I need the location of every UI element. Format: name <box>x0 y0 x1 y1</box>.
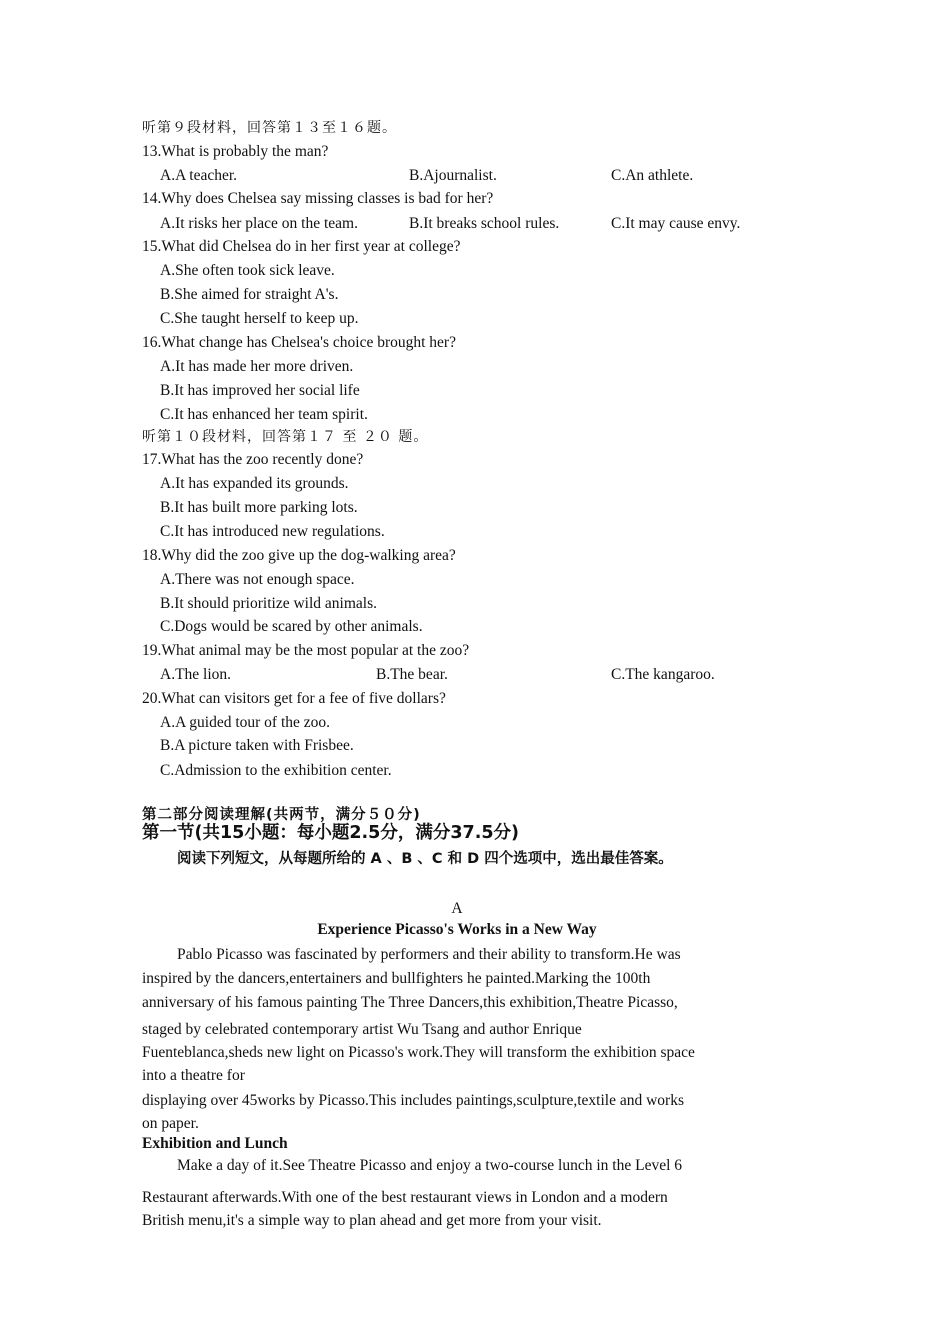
q15-option-c: C.She taught herself to keep up. <box>160 310 359 327</box>
q17-option-b: B.It has built more parking lots. <box>160 499 358 516</box>
paragraph-1-line: into a theatre for <box>142 1067 245 1084</box>
paragraph-2-line: Restaurant afterwards.With one of the best restaurant views in London and a modern <box>142 1189 668 1206</box>
q20-option-c: C.Admission to the exhibition center. <box>160 762 392 779</box>
question-18: 18.Why did the zoo give up the dog-walking area? <box>142 547 456 564</box>
q20-option-b: B.A picture taken with Frisbee. <box>160 737 354 754</box>
q19-option-a: A.The lion. <box>160 666 232 683</box>
question-17: 17.What has the zoo recently done? <box>142 451 364 468</box>
q17-option-c: C.It has introduced new regulations. <box>160 523 385 540</box>
passage-label: A <box>451 900 463 917</box>
q18-option-b: B.It should prioritize wild animals. <box>160 595 377 612</box>
paragraph-1-line: Fuenteblanca,sheds new light on Picasso's work.They will transform the exhibition space <box>142 1044 695 1061</box>
q20-option-a: A.A guided tour of the zoo. <box>160 714 331 731</box>
question-20: 20.What can visitors get for a fee of five dollars? <box>142 690 446 707</box>
paragraph-1-line: displaying over 45works by Picasso.This includes paintings,sculpture,textile and works <box>142 1092 684 1109</box>
paragraph-2-line: British menu,it's a simple way to plan ahead and get more from your visit. <box>142 1212 602 1229</box>
paragraph-1-line: anniversary of his famous painting The Three Dancers,this exhibition,Theatre Picasso, <box>142 994 678 1011</box>
paragraph-1-line: staged by celebrated contemporary artist Wu Tsang and author Enrique <box>142 1021 582 1038</box>
q13-option-a: A.A teacher. <box>160 167 238 184</box>
question-15: 15.What did Chelsea do in her first year at college? <box>142 238 461 255</box>
paragraph-1-line: on paper. <box>142 1115 199 1132</box>
section-9-intro: 听第９段材料，回答第１３至１６题。 <box>142 120 397 136</box>
question-19: 19.What animal may be the most popular at the zoo? <box>142 642 470 659</box>
q19-option-b: B.The bear. <box>376 666 448 683</box>
reading-instruction: 阅读下列短文，从每题所给的 A 、B 、C 和 D 四个选项中，选出最佳答案。 <box>177 851 673 867</box>
q15-option-b: B.She aimed for straight A's. <box>160 286 339 303</box>
q14-option-b: B.It breaks school rules. <box>409 215 560 232</box>
q14-option-a: A.It risks her place on the team. <box>160 215 358 232</box>
q19-option-c: C.The kangaroo. <box>611 666 715 683</box>
q13-option-b: B.Ajournalist. <box>409 167 497 184</box>
q16-option-b: B.It has improved her social life <box>160 382 360 399</box>
q18-option-c: C.Dogs would be scared by other animals. <box>160 618 423 635</box>
paragraph-1-line: Pablo Picasso was fascinated by performers and their ability to transform.He was <box>177 946 681 963</box>
q14-option-c: C.It may cause envy. <box>611 215 741 232</box>
q16-option-c: C.It has enhanced her team spirit. <box>160 406 368 423</box>
question-13: 13.What is probably the man? <box>142 143 329 160</box>
section-10-intro: 听第１０段材料，回答第１７ 至 ２０ 题。 <box>142 429 429 445</box>
q17-option-a: A.It has expanded its grounds. <box>160 475 349 492</box>
q13-option-c: C.An athlete. <box>611 167 694 184</box>
paragraph-2-line: Make a day of it.See Theatre Picasso and enjoy a two-course lunch in the Level 6 <box>177 1157 683 1174</box>
q16-option-a: A.It has made her more driven. <box>160 358 354 375</box>
question-16: 16.What change has Chelsea's choice brought her? <box>142 334 456 351</box>
question-14: 14.Why does Chelsea say missing classes is bad for her? <box>142 190 494 207</box>
q18-option-a: A.There was not enough space. <box>160 571 355 588</box>
section-one-title: 第一节(共15小题：每小题2.5分，满分37.5分) <box>142 823 520 843</box>
exhibition-lunch-heading: Exhibition and Lunch <box>142 1135 288 1152</box>
paragraph-1-line: inspired by the dancers,entertainers and bullfighters he painted.Marking the 100th <box>142 970 651 987</box>
passage-title: Experience Picasso's Works in a New Way <box>317 921 597 938</box>
part-two-title: 第二部分阅读理解(共两节，满分５０分) <box>142 807 421 823</box>
q15-option-a: A.She often took sick leave. <box>160 262 335 279</box>
